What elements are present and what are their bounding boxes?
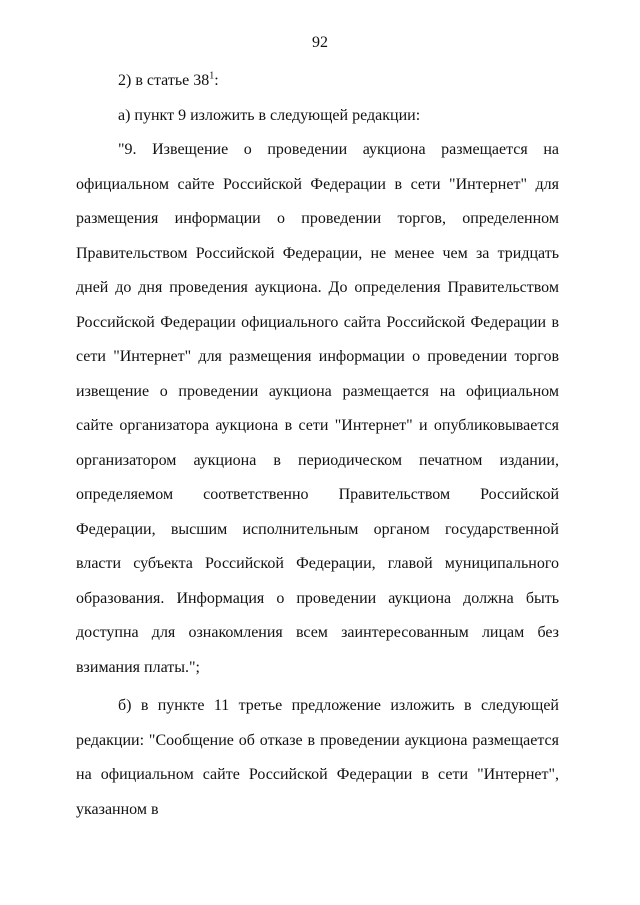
page-number: 92 [312, 34, 328, 51]
paragraph-article-38-colon: : [214, 72, 219, 89]
paragraph-point-9-intro: а) пункт 9 изложить в следующей редакции: [118, 106, 421, 124]
paragraph-point-11-text: б) в пункте 11 третье предложение изложить в следующей редакции: "Сообщение об отказе в проведении аукциона размещается на официальном сайте Российской Федерации в сети "Интернет", указанном в [76, 697, 559, 818]
paragraph-point-9-text: "9. Извещение о проведении аукциона размещается на официальном сайте Российской Федерации в сети "Интернет" для размещения информации о проведении торгов, определенном Правительством Российской Федерации, не менее чем за тридцать дней до дня проведения аукциона. До определения Правительством Российской Федерации официального сайта Российской Федерации в сети "Интернет" для размещения информации о проведении торгов извещение о проведении аукциона размещается на официальном сайте организатора аукциона в сети "Интернет" и опубликовывается организатором аукциона в периодическом печатном издании, определяемом соответственно Правительством Российской Федерации, высшим исполнительным органом государственной власти субъекта Российской Федерации, главой муниципального образования. Информация о проведении аукциона должна быть доступна для ознакомления всем заинтересованным лицам без взимания платы."; [76, 141, 559, 676]
superscript-one: 1 [209, 70, 215, 82]
paragraph-article-38 [76, 64, 559, 99]
paragraph-article-38-text: 2) в статье 38 [118, 72, 210, 89]
document-body [76, 64, 559, 827]
